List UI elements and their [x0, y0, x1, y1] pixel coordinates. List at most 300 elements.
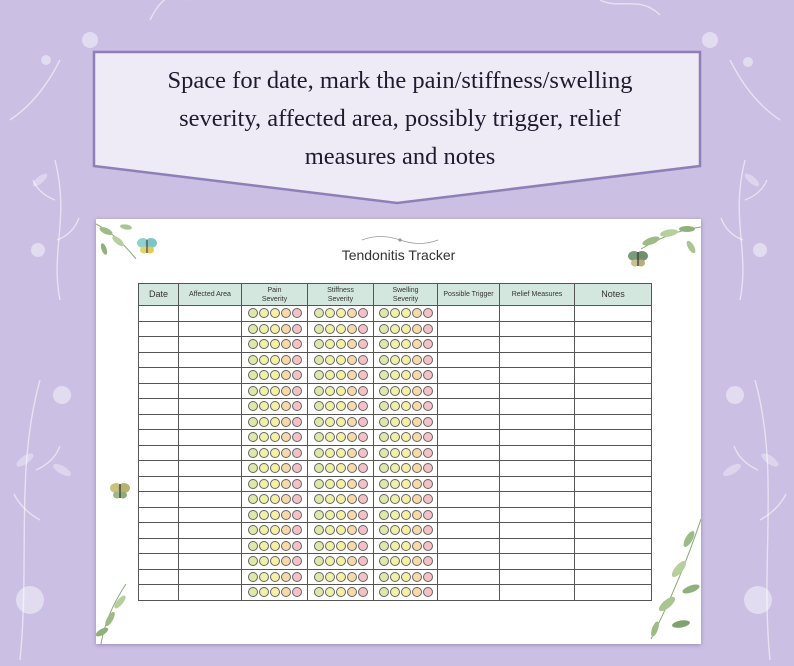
severity-circle-3[interactable] [336, 494, 346, 504]
notes-cell[interactable] [575, 476, 652, 492]
severity-circle-5[interactable] [423, 479, 433, 489]
severity-circle-1[interactable] [248, 510, 258, 520]
severity-circle-2[interactable] [325, 448, 335, 458]
severity-circle-2[interactable] [390, 572, 400, 582]
severity-circle-5[interactable] [292, 355, 302, 365]
severity-circle-5[interactable] [423, 432, 433, 442]
severity-circle-1[interactable] [314, 308, 324, 318]
severity-circle-4[interactable] [281, 339, 291, 349]
severity-circle-5[interactable] [292, 587, 302, 597]
affected-area-cell[interactable] [179, 383, 242, 399]
severity-circle-2[interactable] [390, 401, 400, 411]
severity-circle-2[interactable] [259, 541, 269, 551]
severity-circle-1[interactable] [314, 572, 324, 582]
severity-circle-2[interactable] [390, 339, 400, 349]
severity-circle-2[interactable] [325, 417, 335, 427]
severity-circle-1[interactable] [248, 448, 258, 458]
stiffness-severity-cell[interactable] [308, 569, 374, 585]
pain-severity-cell[interactable] [242, 399, 308, 415]
date-cell[interactable] [139, 352, 179, 368]
possible-trigger-cell[interactable] [438, 507, 500, 523]
severity-circle-5[interactable] [292, 401, 302, 411]
severity-circle-5[interactable] [358, 401, 368, 411]
severity-circle-1[interactable] [248, 525, 258, 535]
date-cell[interactable] [139, 430, 179, 446]
date-cell[interactable] [139, 445, 179, 461]
severity-circle-3[interactable] [401, 370, 411, 380]
affected-area-cell[interactable] [179, 414, 242, 430]
severity-circle-1[interactable] [379, 510, 389, 520]
severity-circle-5[interactable] [292, 370, 302, 380]
affected-area-cell[interactable] [179, 321, 242, 337]
severity-circle-5[interactable] [358, 556, 368, 566]
severity-circle-2[interactable] [325, 308, 335, 318]
severity-circle-3[interactable] [401, 355, 411, 365]
pain-severity-cell[interactable] [242, 523, 308, 539]
severity-circle-1[interactable] [314, 479, 324, 489]
severity-circle-5[interactable] [358, 308, 368, 318]
swelling-severity-cell[interactable] [374, 445, 438, 461]
severity-circle-3[interactable] [270, 479, 280, 489]
pain-severity-cell[interactable] [242, 306, 308, 322]
severity-circle-4[interactable] [412, 324, 422, 334]
severity-circle-2[interactable] [259, 479, 269, 489]
severity-circle-3[interactable] [336, 339, 346, 349]
severity-circle-2[interactable] [390, 386, 400, 396]
severity-circle-3[interactable] [270, 463, 280, 473]
severity-circle-4[interactable] [347, 479, 357, 489]
severity-circle-2[interactable] [259, 448, 269, 458]
severity-circle-1[interactable] [314, 556, 324, 566]
severity-circle-4[interactable] [347, 355, 357, 365]
severity-circle-5[interactable] [358, 494, 368, 504]
relief-measures-cell[interactable] [500, 523, 575, 539]
relief-measures-cell[interactable] [500, 507, 575, 523]
severity-circle-3[interactable] [336, 401, 346, 411]
swelling-severity-cell[interactable] [374, 337, 438, 353]
notes-cell[interactable] [575, 569, 652, 585]
severity-circle-5[interactable] [292, 525, 302, 535]
swelling-severity-cell[interactable] [374, 569, 438, 585]
affected-area-cell[interactable] [179, 492, 242, 508]
severity-circle-2[interactable] [390, 417, 400, 427]
notes-cell[interactable] [575, 352, 652, 368]
swelling-severity-cell[interactable] [374, 476, 438, 492]
severity-circle-2[interactable] [325, 510, 335, 520]
severity-circle-2[interactable] [259, 525, 269, 535]
possible-trigger-cell[interactable] [438, 414, 500, 430]
severity-circle-3[interactable] [336, 541, 346, 551]
relief-measures-cell[interactable] [500, 476, 575, 492]
possible-trigger-cell[interactable] [438, 337, 500, 353]
severity-circle-1[interactable] [314, 370, 324, 380]
swelling-severity-cell[interactable] [374, 492, 438, 508]
severity-circle-4[interactable] [347, 541, 357, 551]
severity-circle-3[interactable] [270, 587, 280, 597]
possible-trigger-cell[interactable] [438, 569, 500, 585]
date-cell[interactable] [139, 523, 179, 539]
severity-circle-3[interactable] [270, 510, 280, 520]
severity-circle-5[interactable] [358, 510, 368, 520]
severity-circle-3[interactable] [401, 479, 411, 489]
date-cell[interactable] [139, 368, 179, 384]
severity-circle-5[interactable] [292, 448, 302, 458]
severity-circle-1[interactable] [248, 417, 258, 427]
severity-circle-4[interactable] [347, 572, 357, 582]
severity-circle-3[interactable] [270, 386, 280, 396]
severity-circle-1[interactable] [248, 587, 258, 597]
severity-circle-5[interactable] [358, 370, 368, 380]
stiffness-severity-cell[interactable] [308, 337, 374, 353]
severity-circle-1[interactable] [379, 339, 389, 349]
pain-severity-cell[interactable] [242, 492, 308, 508]
severity-circle-2[interactable] [325, 401, 335, 411]
relief-measures-cell[interactable] [500, 414, 575, 430]
severity-circle-2[interactable] [259, 308, 269, 318]
severity-circle-5[interactable] [423, 355, 433, 365]
severity-circle-3[interactable] [270, 525, 280, 535]
severity-circle-1[interactable] [248, 339, 258, 349]
severity-circle-1[interactable] [314, 448, 324, 458]
severity-circle-3[interactable] [270, 308, 280, 318]
severity-circle-2[interactable] [259, 401, 269, 411]
date-cell[interactable] [139, 585, 179, 601]
severity-circle-4[interactable] [347, 417, 357, 427]
severity-circle-4[interactable] [412, 525, 422, 535]
pain-severity-cell[interactable] [242, 569, 308, 585]
swelling-severity-cell[interactable] [374, 430, 438, 446]
severity-circle-2[interactable] [325, 479, 335, 489]
pain-severity-cell[interactable] [242, 352, 308, 368]
severity-circle-1[interactable] [314, 324, 324, 334]
swelling-severity-cell[interactable] [374, 538, 438, 554]
severity-circle-4[interactable] [412, 308, 422, 318]
severity-circle-5[interactable] [358, 324, 368, 334]
severity-circle-5[interactable] [292, 572, 302, 582]
severity-circle-2[interactable] [325, 463, 335, 473]
severity-circle-4[interactable] [412, 494, 422, 504]
severity-circle-1[interactable] [248, 355, 258, 365]
severity-circle-4[interactable] [281, 386, 291, 396]
severity-circle-4[interactable] [281, 525, 291, 535]
severity-circle-4[interactable] [412, 541, 422, 551]
severity-circle-4[interactable] [281, 448, 291, 458]
severity-circle-5[interactable] [358, 355, 368, 365]
severity-circle-4[interactable] [281, 463, 291, 473]
severity-circle-3[interactable] [401, 525, 411, 535]
affected-area-cell[interactable] [179, 538, 242, 554]
severity-circle-4[interactable] [347, 587, 357, 597]
affected-area-cell[interactable] [179, 507, 242, 523]
severity-circle-4[interactable] [281, 432, 291, 442]
severity-circle-2[interactable] [390, 324, 400, 334]
severity-circle-4[interactable] [281, 556, 291, 566]
severity-circle-3[interactable] [270, 417, 280, 427]
severity-circle-3[interactable] [401, 463, 411, 473]
severity-circle-4[interactable] [347, 510, 357, 520]
notes-cell[interactable] [575, 337, 652, 353]
date-cell[interactable] [139, 492, 179, 508]
severity-circle-5[interactable] [423, 572, 433, 582]
swelling-severity-cell[interactable] [374, 585, 438, 601]
severity-circle-1[interactable] [248, 432, 258, 442]
swelling-severity-cell[interactable] [374, 352, 438, 368]
severity-circle-3[interactable] [270, 541, 280, 551]
notes-cell[interactable] [575, 461, 652, 477]
severity-circle-4[interactable] [347, 448, 357, 458]
severity-circle-5[interactable] [423, 339, 433, 349]
severity-circle-1[interactable] [248, 556, 258, 566]
severity-circle-3[interactable] [336, 572, 346, 582]
severity-circle-1[interactable] [314, 401, 324, 411]
pain-severity-cell[interactable] [242, 476, 308, 492]
affected-area-cell[interactable] [179, 430, 242, 446]
severity-circle-3[interactable] [401, 417, 411, 427]
severity-circle-5[interactable] [358, 463, 368, 473]
severity-circle-3[interactable] [336, 479, 346, 489]
notes-cell[interactable] [575, 414, 652, 430]
stiffness-severity-cell[interactable] [308, 430, 374, 446]
severity-circle-2[interactable] [259, 386, 269, 396]
severity-circle-2[interactable] [259, 556, 269, 566]
severity-circle-2[interactable] [259, 324, 269, 334]
possible-trigger-cell[interactable] [438, 461, 500, 477]
severity-circle-5[interactable] [292, 479, 302, 489]
severity-circle-2[interactable] [259, 432, 269, 442]
severity-circle-2[interactable] [259, 463, 269, 473]
possible-trigger-cell[interactable] [438, 306, 500, 322]
pain-severity-cell[interactable] [242, 461, 308, 477]
severity-circle-1[interactable] [314, 587, 324, 597]
severity-circle-4[interactable] [412, 401, 422, 411]
severity-circle-5[interactable] [292, 494, 302, 504]
stiffness-severity-cell[interactable] [308, 523, 374, 539]
stiffness-severity-cell[interactable] [308, 492, 374, 508]
notes-cell[interactable] [575, 368, 652, 384]
swelling-severity-cell[interactable] [374, 368, 438, 384]
possible-trigger-cell[interactable] [438, 585, 500, 601]
notes-cell[interactable] [575, 492, 652, 508]
severity-circle-1[interactable] [314, 463, 324, 473]
severity-circle-2[interactable] [325, 572, 335, 582]
severity-circle-5[interactable] [292, 339, 302, 349]
severity-circle-4[interactable] [412, 386, 422, 396]
swelling-severity-cell[interactable] [374, 306, 438, 322]
severity-circle-1[interactable] [248, 572, 258, 582]
severity-circle-4[interactable] [347, 525, 357, 535]
severity-circle-2[interactable] [390, 494, 400, 504]
severity-circle-3[interactable] [336, 355, 346, 365]
severity-circle-2[interactable] [390, 432, 400, 442]
severity-circle-3[interactable] [401, 432, 411, 442]
severity-circle-3[interactable] [336, 587, 346, 597]
severity-circle-4[interactable] [281, 324, 291, 334]
severity-circle-5[interactable] [423, 448, 433, 458]
severity-circle-2[interactable] [390, 587, 400, 597]
date-cell[interactable] [139, 461, 179, 477]
severity-circle-2[interactable] [259, 587, 269, 597]
stiffness-severity-cell[interactable] [308, 306, 374, 322]
severity-circle-5[interactable] [292, 324, 302, 334]
severity-circle-4[interactable] [412, 510, 422, 520]
severity-circle-2[interactable] [325, 432, 335, 442]
date-cell[interactable] [139, 337, 179, 353]
severity-circle-5[interactable] [423, 308, 433, 318]
severity-circle-4[interactable] [281, 370, 291, 380]
stiffness-severity-cell[interactable] [308, 399, 374, 415]
pain-severity-cell[interactable] [242, 585, 308, 601]
severity-circle-1[interactable] [379, 572, 389, 582]
severity-circle-1[interactable] [314, 386, 324, 396]
affected-area-cell[interactable] [179, 585, 242, 601]
severity-circle-5[interactable] [292, 308, 302, 318]
severity-circle-1[interactable] [379, 355, 389, 365]
possible-trigger-cell[interactable] [438, 430, 500, 446]
notes-cell[interactable] [575, 383, 652, 399]
severity-circle-5[interactable] [423, 370, 433, 380]
pain-severity-cell[interactable] [242, 368, 308, 384]
severity-circle-1[interactable] [248, 463, 258, 473]
severity-circle-3[interactable] [270, 448, 280, 458]
severity-circle-1[interactable] [379, 386, 389, 396]
severity-circle-4[interactable] [412, 587, 422, 597]
severity-circle-3[interactable] [401, 448, 411, 458]
pain-severity-cell[interactable] [242, 554, 308, 570]
severity-circle-1[interactable] [314, 417, 324, 427]
pain-severity-cell[interactable] [242, 337, 308, 353]
stiffness-severity-cell[interactable] [308, 585, 374, 601]
severity-circle-2[interactable] [259, 572, 269, 582]
notes-cell[interactable] [575, 538, 652, 554]
severity-circle-4[interactable] [281, 494, 291, 504]
notes-cell[interactable] [575, 430, 652, 446]
affected-area-cell[interactable] [179, 306, 242, 322]
severity-circle-1[interactable] [248, 401, 258, 411]
stiffness-severity-cell[interactable] [308, 414, 374, 430]
swelling-severity-cell[interactable] [374, 399, 438, 415]
notes-cell[interactable] [575, 306, 652, 322]
possible-trigger-cell[interactable] [438, 554, 500, 570]
severity-circle-4[interactable] [412, 339, 422, 349]
pain-severity-cell[interactable] [242, 383, 308, 399]
severity-circle-4[interactable] [347, 324, 357, 334]
severity-circle-5[interactable] [292, 463, 302, 473]
relief-measures-cell[interactable] [500, 554, 575, 570]
swelling-severity-cell[interactable] [374, 461, 438, 477]
severity-circle-3[interactable] [401, 587, 411, 597]
severity-circle-2[interactable] [390, 463, 400, 473]
severity-circle-2[interactable] [325, 355, 335, 365]
pain-severity-cell[interactable] [242, 538, 308, 554]
severity-circle-1[interactable] [379, 308, 389, 318]
severity-circle-1[interactable] [379, 432, 389, 442]
relief-measures-cell[interactable] [500, 368, 575, 384]
severity-circle-4[interactable] [412, 417, 422, 427]
severity-circle-4[interactable] [347, 370, 357, 380]
relief-measures-cell[interactable] [500, 538, 575, 554]
relief-measures-cell[interactable] [500, 569, 575, 585]
severity-circle-2[interactable] [390, 370, 400, 380]
severity-circle-3[interactable] [336, 370, 346, 380]
severity-circle-5[interactable] [423, 463, 433, 473]
stiffness-severity-cell[interactable] [308, 321, 374, 337]
severity-circle-4[interactable] [347, 401, 357, 411]
severity-circle-3[interactable] [270, 401, 280, 411]
severity-circle-2[interactable] [390, 355, 400, 365]
stiffness-severity-cell[interactable] [308, 352, 374, 368]
severity-circle-2[interactable] [390, 448, 400, 458]
possible-trigger-cell[interactable] [438, 445, 500, 461]
severity-circle-1[interactable] [248, 370, 258, 380]
severity-circle-4[interactable] [281, 510, 291, 520]
severity-circle-2[interactable] [390, 541, 400, 551]
relief-measures-cell[interactable] [500, 337, 575, 353]
severity-circle-5[interactable] [358, 417, 368, 427]
possible-trigger-cell[interactable] [438, 352, 500, 368]
pain-severity-cell[interactable] [242, 321, 308, 337]
severity-circle-4[interactable] [281, 587, 291, 597]
severity-circle-2[interactable] [325, 370, 335, 380]
affected-area-cell[interactable] [179, 476, 242, 492]
severity-circle-5[interactable] [292, 556, 302, 566]
severity-circle-5[interactable] [423, 587, 433, 597]
severity-circle-2[interactable] [259, 355, 269, 365]
relief-measures-cell[interactable] [500, 352, 575, 368]
relief-measures-cell[interactable] [500, 399, 575, 415]
severity-circle-3[interactable] [336, 386, 346, 396]
stiffness-severity-cell[interactable] [308, 507, 374, 523]
swelling-severity-cell[interactable] [374, 321, 438, 337]
severity-circle-5[interactable] [358, 541, 368, 551]
severity-circle-3[interactable] [270, 556, 280, 566]
date-cell[interactable] [139, 383, 179, 399]
relief-measures-cell[interactable] [500, 306, 575, 322]
severity-circle-1[interactable] [379, 370, 389, 380]
notes-cell[interactable] [575, 585, 652, 601]
date-cell[interactable] [139, 554, 179, 570]
severity-circle-3[interactable] [336, 432, 346, 442]
severity-circle-3[interactable] [270, 339, 280, 349]
severity-circle-1[interactable] [248, 324, 258, 334]
severity-circle-4[interactable] [412, 463, 422, 473]
severity-circle-4[interactable] [347, 432, 357, 442]
swelling-severity-cell[interactable] [374, 554, 438, 570]
severity-circle-3[interactable] [270, 355, 280, 365]
severity-circle-2[interactable] [325, 525, 335, 535]
notes-cell[interactable] [575, 321, 652, 337]
notes-cell[interactable] [575, 399, 652, 415]
severity-circle-2[interactable] [390, 479, 400, 489]
swelling-severity-cell[interactable] [374, 507, 438, 523]
severity-circle-5[interactable] [358, 432, 368, 442]
severity-circle-2[interactable] [259, 370, 269, 380]
stiffness-severity-cell[interactable] [308, 554, 374, 570]
severity-circle-4[interactable] [412, 355, 422, 365]
severity-circle-3[interactable] [401, 401, 411, 411]
severity-circle-4[interactable] [412, 572, 422, 582]
severity-circle-5[interactable] [423, 401, 433, 411]
affected-area-cell[interactable] [179, 337, 242, 353]
severity-circle-5[interactable] [292, 510, 302, 520]
severity-circle-3[interactable] [401, 308, 411, 318]
severity-circle-1[interactable] [248, 386, 258, 396]
relief-measures-cell[interactable] [500, 461, 575, 477]
severity-circle-3[interactable] [401, 556, 411, 566]
severity-circle-4[interactable] [347, 556, 357, 566]
possible-trigger-cell[interactable] [438, 383, 500, 399]
severity-circle-4[interactable] [347, 463, 357, 473]
severity-circle-1[interactable] [379, 479, 389, 489]
